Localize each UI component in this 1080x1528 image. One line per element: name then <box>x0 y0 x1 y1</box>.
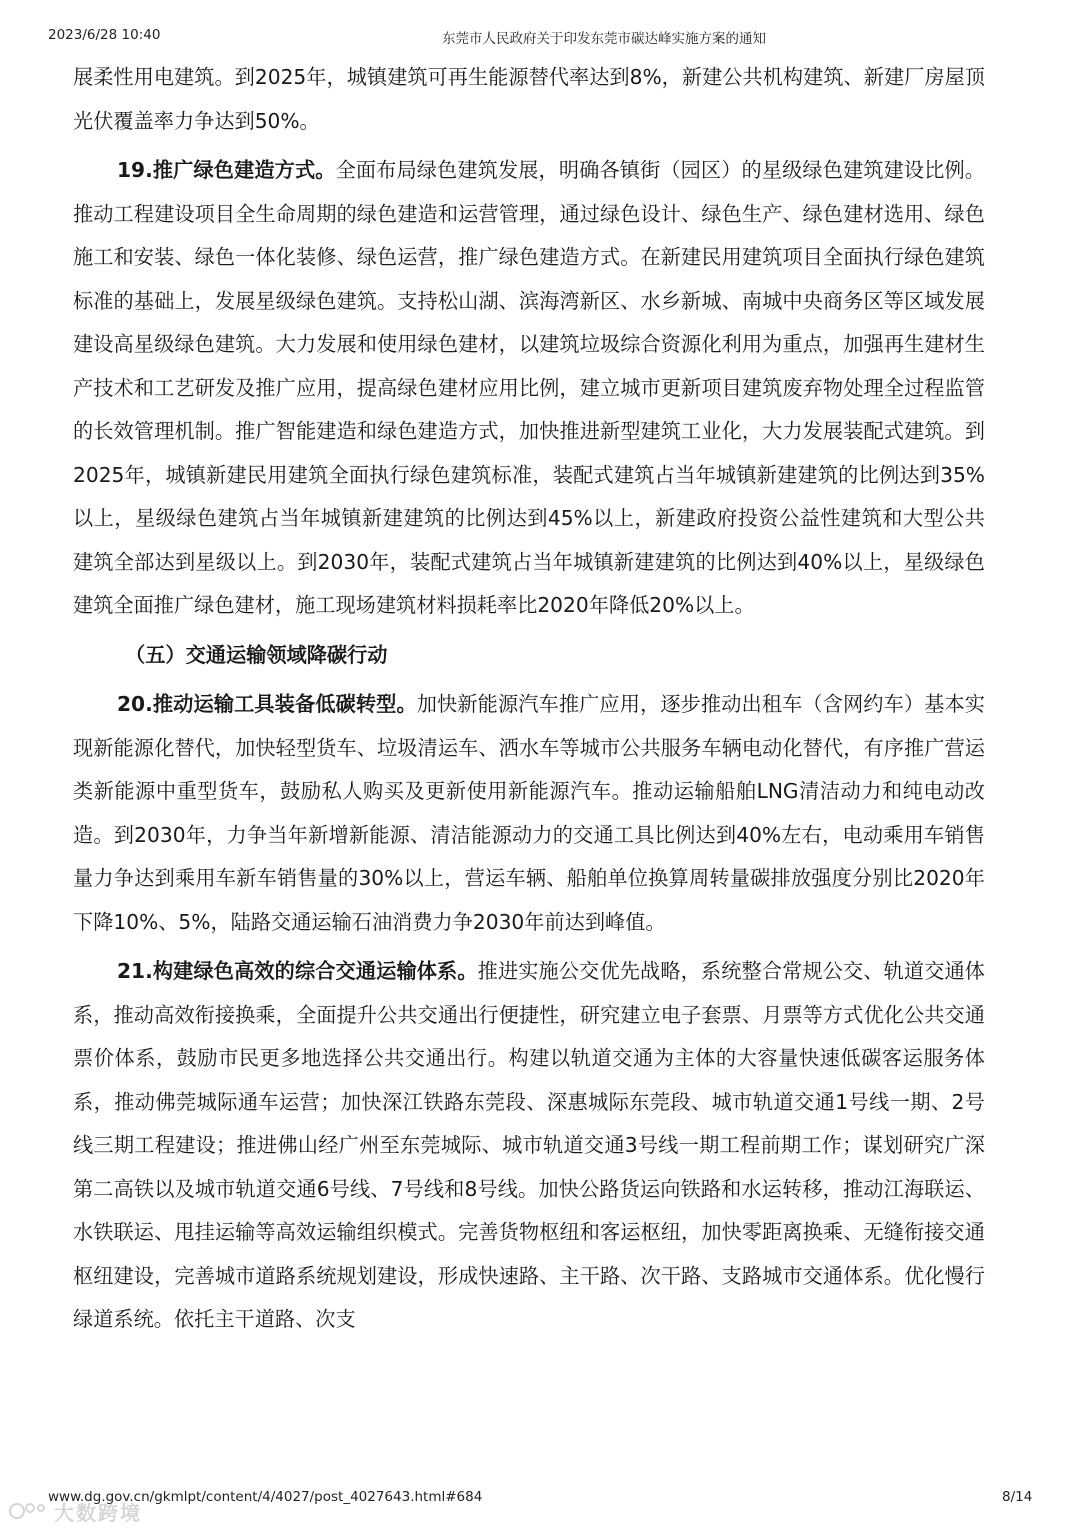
section-heading-5: （五）交通运输领域降碳行动 <box>125 642 388 667</box>
paragraph-20-body: 加快新能源汽车推广应用，逐步推动出租车（含网约车）基本实现新能源化替代，加快轻型货车、垃圾清运车、洒水车等城市公共服务车辆电动化替代，有序推广营运类新能源中重型货车，鼓励私人购买及更新使用新能源汽车。推动运输船舶LNG清洁动力和纯电动改造。到2030年，力争当年新增新能源、清洁能源动力的交通工具比例达到40%左右，电动乘用车销售量力争达到乘用车新车销售量的30%以上，营运车辆、船舶单位换算周转量碳排放强度分别比2020年下降10%、5%，陆路交通运输石油消费力争2030年前达到峰值。 <box>73 692 985 934</box>
print-header-title: 东莞市人民政府关于印发东莞市碳达峰实施方案的通知 <box>442 31 766 47</box>
paragraph-21-body: 推进实施公交优先战略，系统整合常规公交、轨道交通体系，推动高效衔接换乘，全面提升公共交通出行便捷性，研究建立电子套票、月票等方式优化公共交通票价体系，鼓励市民更多地选择公共交通出行。构建以轨道交通为主体的大容量快速低碳客运服务体系，推动佛莞城际通车运营；加快深江铁路东莞段、深惠城际东莞段、城市轨道交通1号线一期、2号线三期工程建设；推进佛山经广州至东莞城际、城市轨道交通3号线一期工程前期工作；谋划研究广深第二高铁以及城市轨道交通6号线、7号线和8号线。加快公路货运向铁路和水运转移，推动江海联运、水铁联运、甩挂运输等高效运输组织模式。完善货物枢纽和客运枢纽，加快零距离换乘、无缝衔接交通枢纽建设，完善城市道路系统规划建设，形成快速路、主干路、次干路、支路城市交通体系。优化慢行绿道系统。依托主干道路、次支 <box>73 959 985 1331</box>
paragraph-20-title: 20.推动运输工具装备低碳转型。 <box>117 692 417 716</box>
paragraph-21-title: 21.构建绿色高效的综合交通运输体系。 <box>117 959 478 983</box>
print-datetime: 2023/6/28 10:40 <box>48 27 161 43</box>
page-number: 8/14 <box>1002 1489 1033 1505</box>
paragraph-19-body: 全面布局绿色建筑发展，明确各镇街（园区）的星级绿色建筑建设比例。推动工程建设项目全生命周期的绿色建造和运营管理，通过绿色设计、绿色生产、绿色建材选用、绿色施工和安装、绿色一体化装修、绿色运营，推广绿色建造方式。在新建民用建筑项目全面执行绿色建筑标准的基础上，发展星级绿色建筑。支持松山湖、滨海湾新区、水乡新城、南城中央商务区等区域发展建设高星级绿色建筑。大力发展和使用绿色建材，以建筑垃圾综合资源化利用为重点，加强再生建材生产技术和工艺研发及推广应用，提高绿色建材应用比例，建立城市更新项目建筑废弃物处理全过程监管的长效管理机制。推广智能建造和绿色建造方式，加快推进新型建筑工业化，大力发展装配式建筑。到2025年，城镇新建民用建筑全面执行绿色建筑标准，装配式建筑占当年城镇新建建筑的比例达到35%以上，星级绿色建筑占当年城镇新建建筑的比例达到45%以上，新建政府投资公益性建筑和大型公共建筑全部达到星级以上。到2030年，装配式建筑占当年城镇新建建筑的比例达到40%以上，星级绿色建筑全面推广绿色建材，施工现场建筑材料损耗率比2020年降低20%以上。 <box>73 158 985 617</box>
paragraph-19 <box>73 149 985 628</box>
watermark-text: 大数跨境 <box>54 1500 142 1525</box>
watermark-logo-icon <box>8 1500 48 1522</box>
print-footer-url: www.dg.gov.cn/gkmlpt/content/4/4027/post_4027643.html#684 <box>48 1489 483 1505</box>
document-body <box>73 56 985 1342</box>
paragraph-21 <box>73 950 985 1342</box>
paragraph-20 <box>73 683 985 944</box>
paragraph-19-title: 19.推广绿色建造方式。 <box>117 158 336 182</box>
paragraph-continued: 展柔性用电建筑。到2025年，城镇建筑可再生能源替代率达到8%，新建公共机构建筑、新建厂房屋顶光伏覆盖率力争达到50%。 <box>73 65 985 133</box>
